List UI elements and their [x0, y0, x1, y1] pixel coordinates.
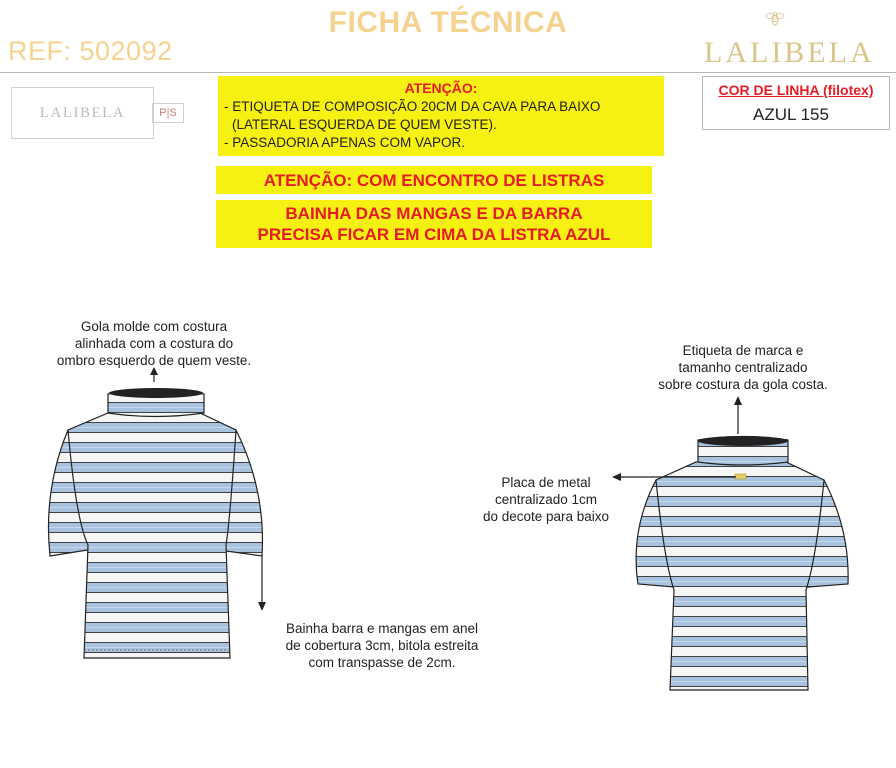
size-label: P|S: [152, 103, 184, 123]
front-hem-note-line: com transpasse de 2cm.: [308, 655, 456, 670]
front-hem-note-line: de cobertura 3cm, bitola estreita: [285, 638, 479, 653]
back-label-note-line: tamanho centralizado: [678, 360, 808, 375]
metal-plate: [735, 474, 746, 479]
front-collar-opening: [109, 388, 203, 398]
hem-notice-line-1: BAINHA DAS MANGAS E DA BARRA: [285, 204, 583, 223]
arrow-up-icon: [734, 396, 742, 434]
arrow-up-icon: [150, 367, 158, 382]
back-plate-note-line: do decote para baixo: [482, 509, 610, 524]
front-hem-note: [262, 620, 502, 671]
thread-color-heading: COR DE LINHA (filotex): [718, 82, 874, 98]
back-plate-note-line: Placa de metal: [501, 475, 591, 490]
attention-line-2: (LATERAL ESQUERDA DE QUEM VESTE).: [232, 117, 497, 132]
back-plate-note: [466, 474, 626, 525]
hem-notice-line-2: PRECISA FICAR EM CIMA DA LISTRA AZUL: [257, 225, 611, 244]
back-collar-opening: [698, 436, 788, 446]
stripes-notice-text: ATENÇÃO: COM ENCONTRO DE LISTRAS: [263, 171, 605, 190]
attention-line-1: - ETIQUETA DE COMPOSIÇÃO 20CM DA CAVA PARA BAIXO: [224, 99, 601, 114]
back-label-note-line: Etiqueta de marca e: [682, 343, 804, 358]
thread-color-value: AZUL 155: [753, 105, 829, 124]
back-label-note-line: sobre costura da gola costa.: [658, 377, 828, 392]
front-collar-note-line: ombro esquerdo de quem veste.: [56, 353, 252, 368]
front-collar-note-line: alinhada com a costura do: [74, 336, 234, 351]
arrow-down-icon: [258, 556, 266, 611]
label-brand-text: LALIBELA: [39, 105, 126, 121]
reference-code: REF: 502092: [8, 36, 173, 66]
back-plate-note-line: centralizado 1cm: [494, 492, 598, 507]
attention-line-3: - PASSADORIA APENAS COM VAPOR.: [224, 135, 466, 150]
page-title: FICHA TÉCNICA: [328, 6, 568, 39]
back-label-note: [628, 342, 858, 393]
front-collar-note-line: Gola molde com costura: [80, 319, 228, 334]
back-body: [656, 458, 824, 690]
front-body: [68, 410, 236, 658]
attention-heading: ATENÇÃO:: [404, 80, 478, 96]
brand-logo-text: LALIBELA: [704, 36, 875, 69]
front-hem-note-line: Bainha barra e mangas em anel: [285, 621, 479, 636]
front-collar-note: [26, 318, 282, 369]
